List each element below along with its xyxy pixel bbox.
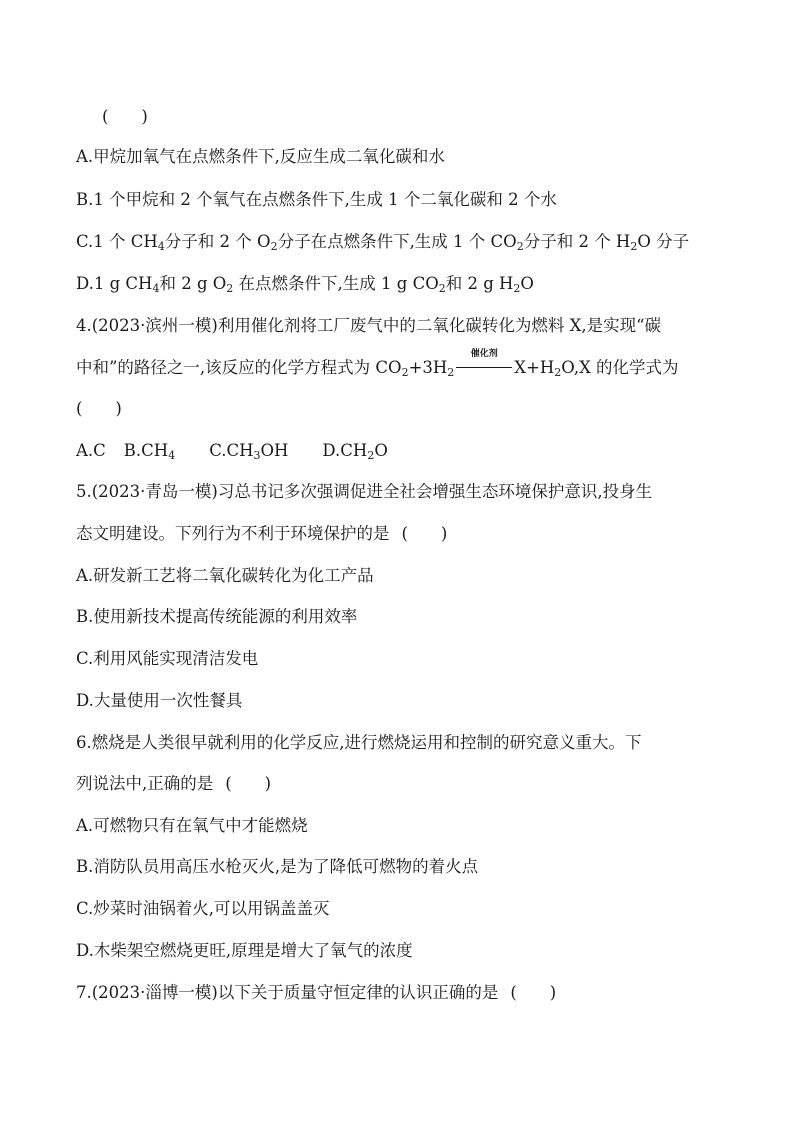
- q3-option-a: A.甲烷加氧气在点燃条件下,反应生成二氧化碳和水: [76, 147, 445, 166]
- q6-option-a: A.可燃物只有在氧气中才能燃烧: [76, 816, 308, 835]
- q6-answer-paren: ( ): [225, 774, 272, 793]
- q5-stem-line-1: 5.(2023·青岛一模)习总书记多次强调促进全社会增强生态环境保护意识,投身生: [76, 482, 653, 501]
- q3-option-d: D.1 g $CH_4$和 2 g $O_2$ 在点燃条件下,生成 1 g $CO_2$和 2 g $H_2O$: [76, 274, 534, 295]
- q6-option-b: B.消防队员用高压水枪灭火,是为了降低可燃物的着火点: [76, 857, 479, 876]
- q3-option-b: B.1 个甲烷和 2 个氧气在点燃条件下,生成 1 个二氧化碳和 2 个水: [76, 190, 557, 209]
- q4-option-b: $B.CH_4$: [123, 441, 176, 462]
- catalyst-arrow: [456, 349, 512, 373]
- q6-option-d: D.木柴架空燃烧更旺,原理是增大了氧气的浓度: [76, 941, 413, 960]
- q5-option-b: B.使用新技术提高传统能源的利用效率: [76, 607, 358, 626]
- q5-stem-line-2: 态文明建设。下列行为不利于环境保护的是 ( ): [76, 524, 448, 543]
- q3-option-c: C.1 个 $CH_4$分子和 2 个 $O_2$分子在点燃条件下,生成 1 个 $CO_2$分子和 2 个 $H_2O$ 分子: [76, 232, 690, 253]
- reaction-condition: 催化剂: [470, 349, 498, 359]
- q7-answer-paren: ( ): [510, 983, 557, 1002]
- q4-option-d: $D.CH_2O$: [322, 441, 388, 462]
- q4-stem-line-1: 4.(2023·滨州一模)利用催化剂将工厂废气中的二氧化碳转化为燃料 X,是实现“碳: [76, 316, 662, 335]
- q6-stem-line-2: 列说法中,正确的是 ( ): [76, 774, 272, 793]
- q3-answer-paren: ( ): [102, 107, 148, 126]
- q5-option-a: A.研发新工艺将二氧化碳转化为化工产品: [76, 566, 374, 585]
- q5-answer-paren: ( ): [401, 524, 448, 543]
- q5-option-c: C.利用风能实现清洁发电: [76, 649, 259, 668]
- q4-stem-line-2: 中和”的路径之一,该反应的化学方程式为 $CO_2+3H_2$ 催化剂 $X+H_2O,X$ 的化学式为: [76, 349, 679, 379]
- q6-stem-line-1: 6.燃烧是人类很早就利用的化学反应,进行燃烧运用和控制的研究意义重大。下: [76, 733, 642, 752]
- q5-option-d: D.大量使用一次性餐具: [76, 691, 243, 710]
- q4-options: [76, 440, 388, 462]
- q4-option-c: $C.CH_3OH$: [209, 441, 289, 462]
- q6-option-c: C.炒菜时油锅着火,可以用锅盖盖灭: [76, 899, 330, 918]
- q7-stem-line-1: 7.(2023·淄博一模)以下关于质量守恒定律的认识正确的是 ( ): [76, 983, 557, 1002]
- q4-answer-paren: ( ): [76, 399, 122, 418]
- q4-option-a: A.C: [76, 441, 106, 460]
